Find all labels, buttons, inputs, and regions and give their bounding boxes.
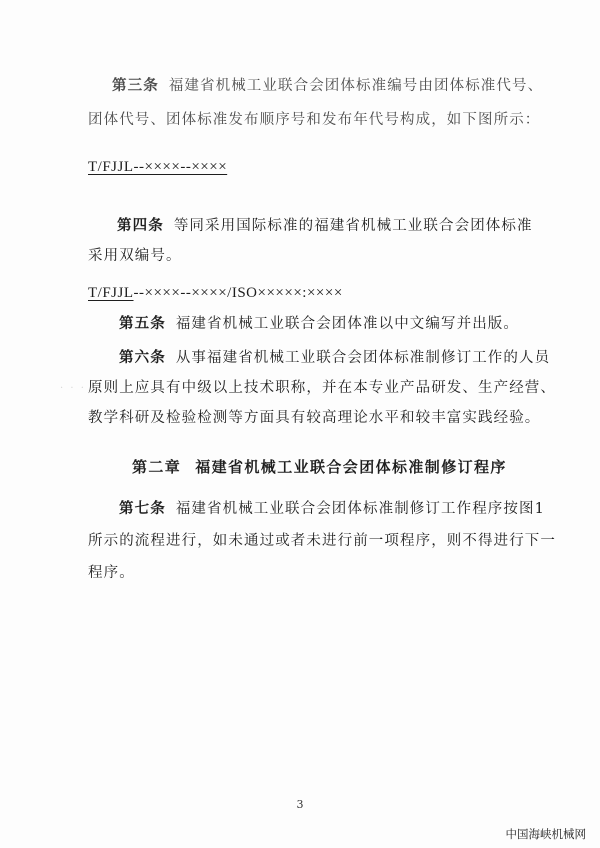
article-7-text-1: 福建省机械工业联合会团体标准制修订工作程序按图1 [175,501,545,517]
article-4-text-1: 等同采用国际标准的福建省机械工业联合会团体标准 [173,218,533,234]
article-6-line-3: 教学科研及检验检测等方面具有较高理论水平和较丰富实践经验。 [88,410,541,426]
standard-code-format-1 [88,157,227,177]
code-1-rest: --××××--×××× [133,159,228,175]
article-4-line-1 [117,216,533,236]
site-watermark: 中国海峡机械网 [505,827,586,841]
article-6-line-1 [119,348,550,368]
bleed-through-mark: · · · [60,383,86,394]
article-6-text-1: 从事福建省机械工业联合会团体标准制修订工作的人员 [175,350,551,366]
article-5-text: 福建省机械工业联合会团体准以中文编写并出版。 [175,316,520,332]
article-3-label: 第三条 [112,77,159,94]
chapter-2-heading [132,456,507,477]
article-4-label: 第四条 [117,217,164,234]
code-2-prefix: T/FJJL [88,285,134,301]
article-7-line-1 [119,499,545,519]
article-7-line-2: 所示的流程进行，如未通过或者未进行前一项程序，则不得进行下一 [88,533,556,549]
chapter-2-label: 第二章 [132,458,182,476]
article-3-line-2: 团体代号、团体标准发布顺序号和发布年代号构成，如下图所示： [88,112,541,128]
code-1-prefix: T/FJJL [88,159,134,175]
article-7-line-3: 程序。 [88,565,135,581]
article-6-label: 第六条 [119,349,166,366]
standard-code-format-2 [88,283,343,303]
article-5-label: 第五条 [119,315,166,332]
article-4-line-2: 采用双编号。 [88,248,182,264]
code-2-rest: --××××--××××/ISO×××××:×××× [133,285,343,301]
article-3-line-1 [112,76,543,96]
article-3-text-1: 福建省机械工业联合会团体标准编号由团体标准代号、 [168,78,544,94]
chapter-2-title: 福建省机械工业联合会团体标准制修订程序 [195,458,507,476]
article-6-line-2: 原则上应具有中级以上技术职称，并在本专业产品研发、生产经营、 [88,380,556,396]
article-7-label: 第七条 [119,500,166,517]
page-number: 3 [296,798,304,811]
article-5-line [119,314,519,334]
